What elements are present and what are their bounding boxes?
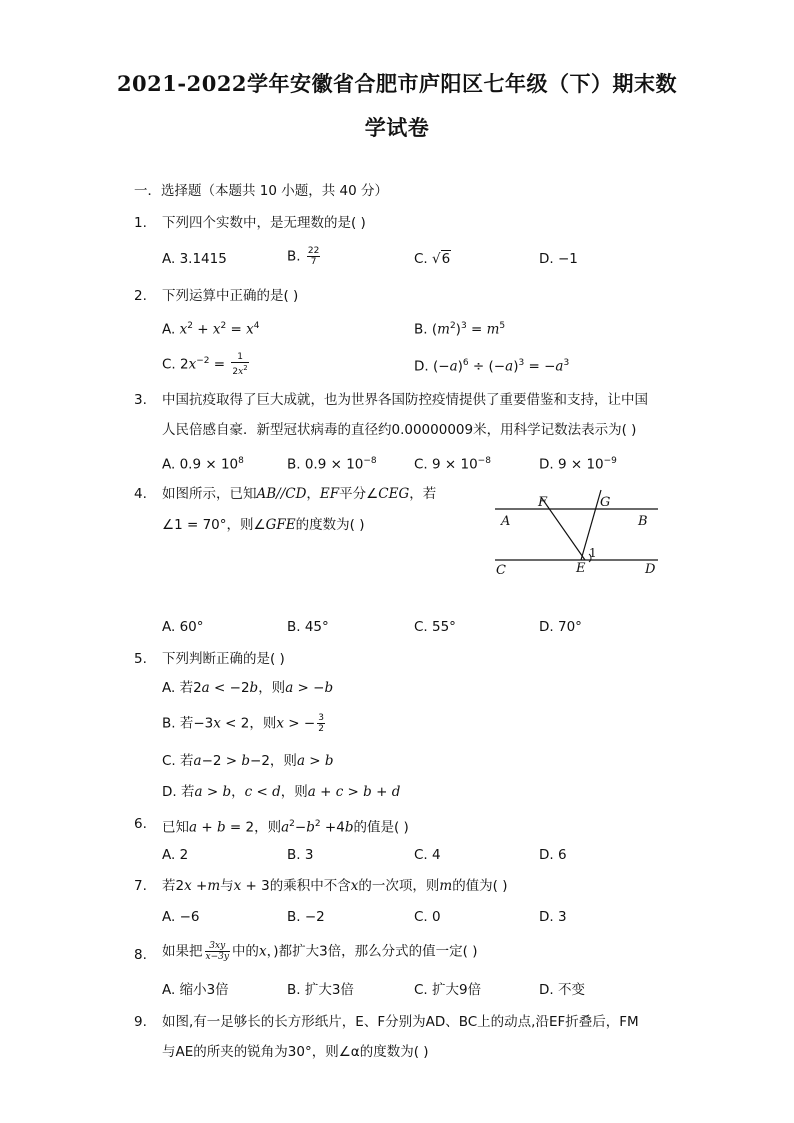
q3-number: 3.	[134, 392, 147, 408]
q2-option-d: D. $(-a)^6 \div (-a)^3 = -a^3$	[414, 358, 570, 375]
q8-fraction: $\frac{3xy}{x-3y}$	[205, 941, 229, 962]
q7-number: 7.	[134, 878, 147, 894]
label-e: E	[576, 561, 586, 576]
q7-option-c: C. 0	[414, 909, 441, 925]
q4-option-d: D. 70°	[539, 619, 582, 635]
q3-stem-line-2: 人民倍感自豪．新型冠状病毒的直径约0.00000009米，用科学记数法表示为( )	[162, 422, 637, 438]
q9-stem-line-1: 如图,有一足够长的长方形纸片，E、F分别为AD、BC上的动点,沿EF折叠后，FM	[162, 1014, 639, 1030]
q8-option-d: D. 不变	[539, 982, 585, 998]
q6-option-c: C. 4	[414, 847, 441, 863]
q5-number: 5.	[134, 651, 147, 667]
q5-option-d: D. 若a > b，c < d，则a + c > b + d	[162, 784, 401, 800]
q9-stem-line-2: 与AE的所夹的锐角为30°，则∠α的度数为( )	[162, 1044, 429, 1060]
q1-option-a: A. 3.1415	[162, 251, 227, 267]
q5-option-c: C. 若a−2 > b−2，则a > b	[162, 753, 334, 769]
q4-option-c: C. 55°	[414, 619, 456, 635]
q3-option-b: B. $0.9 \times 10^{-8}$	[287, 456, 377, 473]
label-g: G	[600, 495, 611, 510]
q1-option-b-fraction: $\frac{22}{7}$	[307, 246, 320, 267]
q7-stem: 若2x +m与x + 3的乘积中不含x的一次项，则m的值为( )	[162, 878, 508, 894]
q6-option-b: B. 3	[287, 847, 314, 863]
q6-stem: 已知a + b = 2，则$a^2-b^2 +4b$的值是( )	[162, 819, 409, 836]
q2-number: 2.	[134, 288, 147, 304]
q7-option-d: D. 3	[539, 909, 567, 925]
line-fe	[541, 497, 585, 560]
q8-option-b: B. 扩大3倍	[287, 982, 354, 998]
q5-stem: 下列判断正确的是( )	[162, 651, 285, 667]
q8-stem: 如果把 $\frac{3xy}{x-3y}$ 中的x，)都扩大3倍，那么分式的值一定( )	[162, 941, 478, 962]
q4-option-a: A. 60°	[162, 619, 204, 635]
q2-stem: 下列运算中正确的是( )	[162, 288, 299, 304]
label-d: D	[645, 562, 656, 577]
q1-number: 1.	[134, 215, 147, 231]
label-b: B	[638, 514, 648, 529]
q1-option-d: D. −1	[539, 251, 578, 267]
q7-option-b: B. −2	[287, 909, 325, 925]
q8-option-a: A. 缩小3倍	[162, 982, 229, 998]
q1-option-b: B. $\frac{22}{7}$	[287, 246, 320, 267]
q8-number: 8.	[134, 947, 147, 963]
label-a: A	[501, 514, 511, 529]
label-angle-1: 1	[589, 546, 597, 560]
q2-option-b: B. $(m^2)^3 = m^5$	[414, 321, 506, 338]
q3-option-c: C. $9 \times 10^{-8}$	[414, 456, 491, 473]
q7-option-a: A. −6	[162, 909, 200, 925]
q5-option-b: B. 若−3x < 2，则x > − $\frac{3}{2}$	[162, 713, 324, 734]
q3-option-d: D. $9 \times 10^{-9}$	[539, 456, 617, 473]
q6-option-a: A. 2	[162, 847, 189, 863]
exam-title-line-1: 2021-2022学年安徽省合肥市庐阳区七年级（下）期末数	[116, 71, 678, 96]
q1-stem: 下列四个实数中，是无理数的是( )	[162, 215, 366, 231]
q4-stem-line-1: 如图所示，已知AB//CD，EF平分∠CEG，若	[162, 486, 437, 502]
q3-stem-line-1: 中国抗疫取得了巨大成就，也为世界各国防控疫情提供了重要借鉴和支持，让中国	[162, 392, 648, 408]
q5-option-a: A. 若2a < −2b，则a > −b	[162, 680, 334, 696]
q4-option-b: B. 45°	[287, 619, 329, 635]
q6-number: 6.	[134, 816, 147, 832]
q6-option-d: D. 6	[539, 847, 567, 863]
q2-option-c: C. $2x^{-2}$ = $\frac{1}{2x^2}$	[162, 352, 248, 377]
q4-stem-line-2: ∠1 = 70°，则∠GFE的度数为( )	[162, 517, 365, 533]
section-heading: 一．选择题（本题共 10 小题，共 40 分）	[134, 183, 389, 199]
q9-number: 9.	[134, 1014, 147, 1030]
q2-option-a: A. $x^2 + x^2 = x^4$	[162, 321, 260, 338]
q1-option-c: C. √6	[414, 251, 451, 267]
q4-number: 4.	[134, 486, 147, 502]
q8-option-c: C. 扩大9倍	[414, 982, 482, 998]
exam-title-line-2: 学试卷	[364, 115, 430, 140]
q4-figure	[488, 485, 668, 585]
label-f: F	[538, 495, 548, 510]
label-c: C	[496, 563, 506, 578]
q3-option-a: A. $0.9 \times 10^8$	[162, 456, 244, 473]
